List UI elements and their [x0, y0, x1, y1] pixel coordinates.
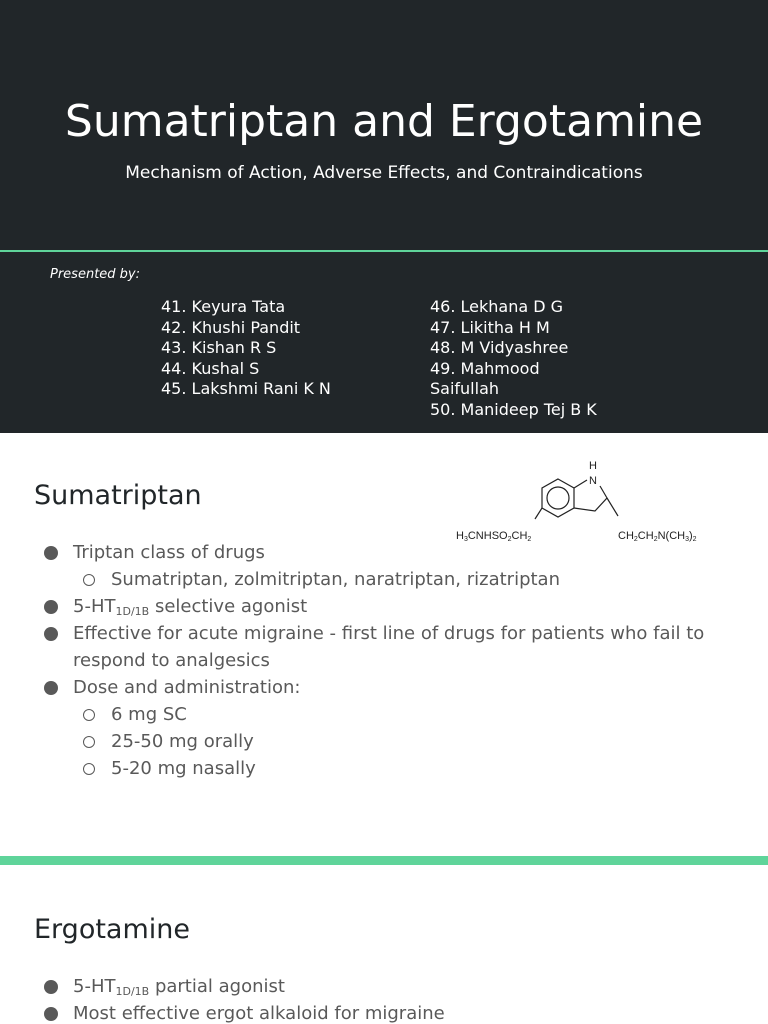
- ergotamine-slide: [0, 865, 768, 1024]
- sumatriptan-structure-diagram: [450, 453, 720, 553]
- sub-bullet-item: Sumatriptan, zolmitriptan, naratriptan, rizatriptan: [40, 566, 740, 593]
- title-divider: [0, 250, 768, 252]
- slide-heading: Ergotamine: [34, 914, 191, 945]
- bullet-item: Triptan class of drugs: [40, 539, 740, 566]
- presentation-subtitle: Mechanism of Action, Adverse Effects, and Contraindications: [125, 163, 643, 183]
- bullet-item: Effective for acute migraine - first line of drugs for patients who fail to respond to analgesics: [40, 620, 740, 674]
- title-slide: [0, 0, 768, 433]
- bullet-item: Most effective ergot alkaloid for migraine: [40, 1000, 740, 1024]
- sumatriptan-slide: [0, 433, 768, 856]
- presenter-list-right: [430, 297, 600, 420]
- presenter-item: 44. Kushal S: [161, 358, 260, 378]
- sub-bullet-item: 6 mg SC: [40, 701, 740, 728]
- sub-bullet-item: 25-50 mg orally: [40, 728, 740, 755]
- sumatriptan-bullet-list: [40, 539, 740, 782]
- bullet-item: Dose and administration:: [40, 674, 740, 701]
- slide-separator: [0, 856, 768, 865]
- presenter-item: 43. Kishan R S: [161, 338, 277, 357]
- presenter-item: 45. Lakshmi Rani K N: [161, 379, 331, 398]
- presenter-item: 49. Mahmood Saifullah: [430, 358, 540, 398]
- presenter-item: 42. Khushi Pandit: [161, 317, 301, 337]
- presenter-item: 48. M Vidyashree: [430, 338, 569, 357]
- right-substituent-label: CH2CH2N(CH3)2: [618, 530, 697, 543]
- presenter-list-left: [161, 297, 411, 400]
- bullet-item: $5-HT_{1D/1B}$ selective agonist: [40, 593, 740, 620]
- nh-n-label: N: [589, 475, 597, 487]
- sub-bullet-item: 5-20 mg nasally: [40, 755, 740, 782]
- presenter-item: 41. Keyura Tata: [161, 297, 286, 316]
- nh-h-label: H: [589, 460, 597, 472]
- indole-ring-bonds: [535, 479, 618, 519]
- presenter-item: 50. Manideep Tej B K: [430, 399, 597, 419]
- presented-by-label: Presented by:: [50, 267, 140, 282]
- ergotamine-bullet-list: [40, 973, 740, 1024]
- bullet-item: $5-HT_{1D/1B}$ partial agonist: [40, 973, 740, 1000]
- presenter-item: 47. Likitha H M: [430, 317, 550, 337]
- left-substituent-label: H3CNHSO2CH2: [456, 530, 532, 543]
- presentation-title: Sumatriptan and Ergotamine: [64, 96, 704, 147]
- presenter-item: 46. Lekhana D G: [430, 297, 564, 316]
- slide-heading: Sumatriptan: [34, 480, 202, 511]
